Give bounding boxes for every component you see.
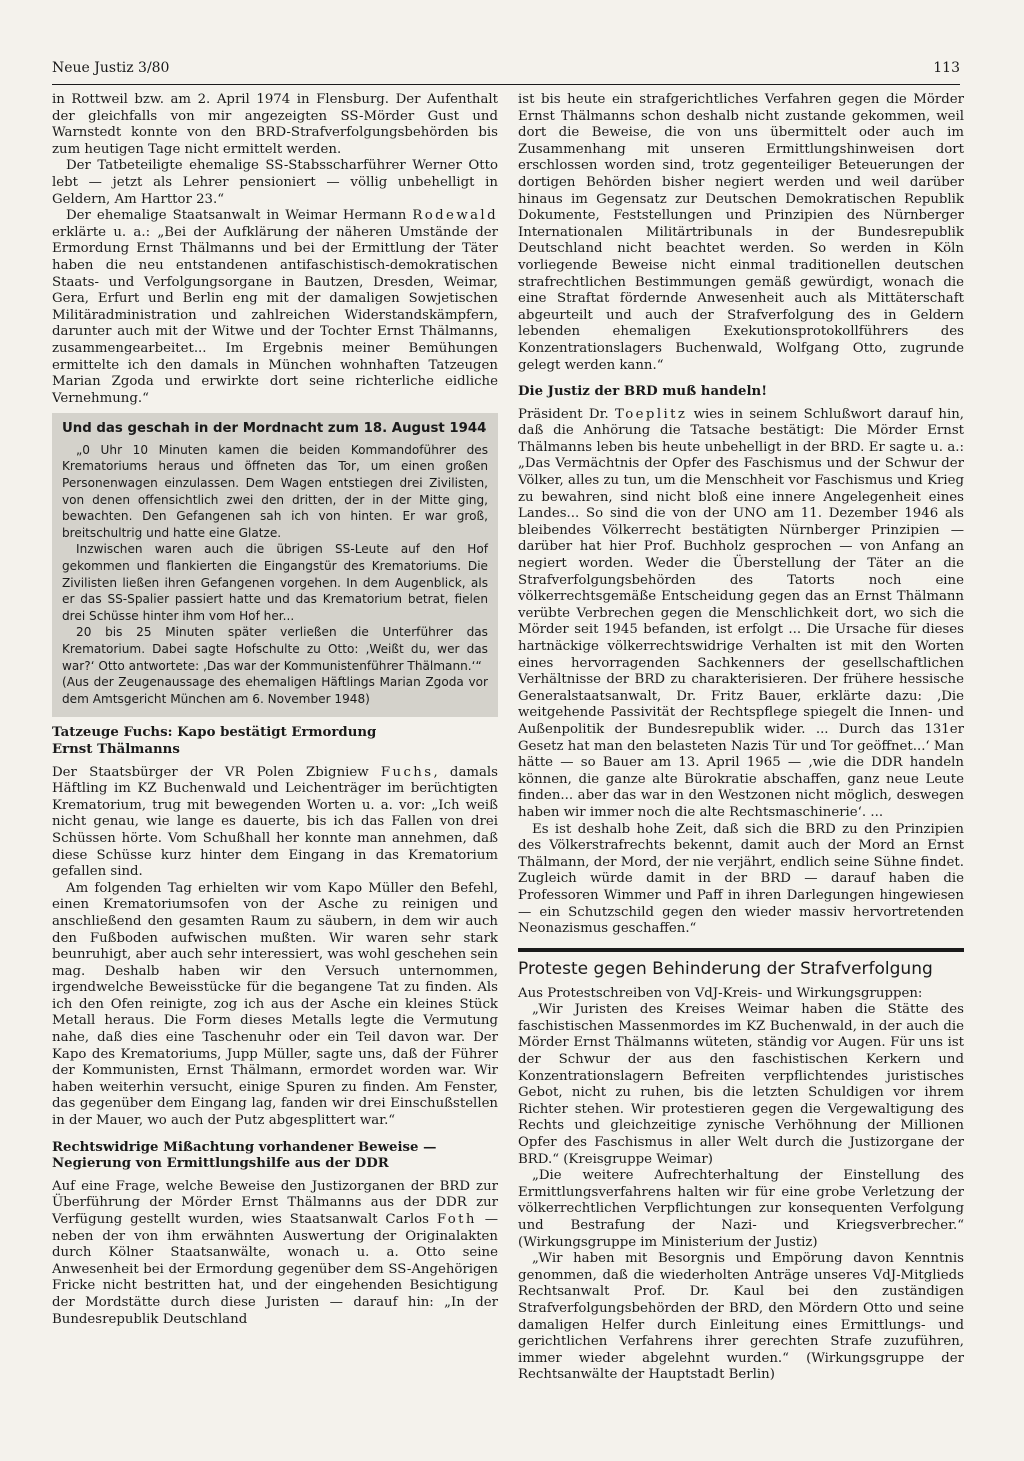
paragraph: ist bis heute ein strafgerichtliches Verfahren gegen die Mörder Ernst Thälmanns schon deshalb nicht zustande gekommen, weil dort die Beweise, die von uns übermittelt oder auch im Zusammenhang mit unseren Ermittlungshinweisen dort erschlossen worden sind, trotz gegenteiliger Beteuerungen der dortigen Behörden bisher negiert werden und weil darüber hinaus im Gegensatz zur Deutschen Demokratischen Republik Dokumente, Feststellungen und Prinzipien des Nürnberger Internationalen Militärtribunals in der Bundesrepublik Deutschland nicht beachtet werden. So werden in Köln vorliegende Beweise nicht einmal traditionellen deutschen strafrechtlichen Bestimmungen gemäß gewürdigt, wonach die eine Straftat fördernde Anwesenheit auch als Mittäterschaft abgeurteilt und auch der Strafverfolgung des in Geldern lebenden ehemaligen Exekutionsprotokollführers des Konzentrationslagers Buchenwald, Wolfgang Otto, zugrunde gelegt werden kann.“ [518, 92, 964, 373]
box-source: (Aus der Zeugenaussage des ehemaligen Häftlings Marian Zgoda vor dem Amtsgericht München am 6. November 1948) [62, 675, 488, 706]
page-number: 113 [933, 60, 960, 76]
box-paragraph: Inzwischen waren auch die übrigen SS-Leute auf den Hof gekommen und flankierten die Eingangstür des Krematoriums. Die Zivilisten ließen ihren Gefangenen vorgehen. In dem Augenblick, als er das SS-Spalier passiert hatte und das Krematorium betrat, fielen drei Schüsse hinter ihm vom Hof her... [62, 542, 488, 623]
paragraph: „Wir Juristen des Kreises Weimar haben die Stätte des faschistischen Massenmordes im KZ Buchenwald, in der auch die Mörder Ernst Thälmanns wüteten, ständig vor Augen. Für uns ist der Schwur der aus den faschistischen Kerkern und Konzentrationslagern Befreiten verpflichtendes juristisches Gebot, nicht zu ruhen, bis die letzten Schuldigen vor ihrem Richter stehen. Wir protestieren gegen die Vergewaltigung des Rechts und gleichzeitige zynische Verhöhnung der Millionen Opfer des Faschismus in aller Welt durch die Justizorgane der BRD.“ (Kreisgruppe Weimar) [518, 1002, 964, 1167]
subheading: Rechtswidrige Mißachtung vorhandener Beweise — Negierung von Ermittlungshilfe aus der DDR [52, 1139, 437, 1172]
paragraph: „Die weitere Aufrechterhaltung der Einstellung des Ermittlungsverfahrens halten wir für eine grobe Verletzung der völkerrechtlichen Verpflichtungen zur konsequenten Verfolgung und Bestrafung der Nazi- und Kriegsverbrecher.“ (Wirkungsgruppe im Ministerium der Justiz) [518, 1168, 964, 1250]
paragraph: Am folgenden Tag erhielten wir vom Kapo Müller den Befehl, einen Krematoriumsofen von der Asche zu reinigen und anschließend den gesamten Raum zu säubern, in dem wir auch den Fußboden aufwischen mußten. Wir waren sehr stark beunruhigt, aber auch sehr interessiert, was wohl geschehen sein mag. Deshalb haben wir den Versuch unternommen, irgendwelche Beweisstücke für die begangene Tat zu finden. Als ich den Ofen reinigte, zog ich aus der Asche ein kleines Stück Metall heraus. Die Form dieses Metalls legte die Vermutung nahe, daß dies eine Taschenuhr oder ein Teil davon war. Der Kapo des Krematoriums, Jupp Müller, sagte uns, daß der Führer der Kommunisten, Ernst Thälmann, ermordet worden war. Wir haben weiterhin versucht, einige Spuren zu finden. Am Fenster, das gegenüber dem Eingang lag, fanden wir drei Einschußstellen in der Mauer, wo auch der Putz abgesplittert war.“ [52, 880, 498, 1129]
paragraph: in Rottweil bzw. am 2. April 1974 in Flensburg. Der Aufenthalt der gleichfalls von mir angezeigten SS-Mörder Gust und Warnstedt konnte von den BRD-Strafverfolgungsbehörden bis zum heutigen Tage nicht ermittelt werden. [52, 92, 498, 157]
paragraph: Auf eine Frage, welche Beweise den Justizorganen der BRD zur Überführung der Mörder Ernst Thälmanns aus der DDR zur Verfügung gestellt wurden, wies Staatsanwalt Carlos Foth — neben der von ihm erwähnten Auswertung der Originalakten durch Kölner Staatsanwälte, wonach u. a. Otto seine Anwesenheit bei der Ermordung gegenüber dem SS-Angehörigen Fricke nicht bestritten hat, und der eingehenden Besichtigung der Mordstätte durch diese Juristen — darauf hin: „In der Bundesrepublik Deutschland [52, 1178, 498, 1327]
right-column [518, 92, 964, 1384]
paragraph: Präsident Dr. Toeplitz wies in seinem Schlußwort darauf hin, daß die Anhörung die Tatsache bestätigt: Die Mörder Ernst Thälmanns leben bis heute unbehelligt in der BRD. Er sagte u. a.: „Das Vermächtnis der Opfer des Faschismus und der Schwur der Völker, alles zu tun, um die Menschheit vor Faschismus und Krieg zu bewahren, sind nicht bloß eine innere Angelegenheit eines Landes... So sind die von der UNO am 11. Dezember 1946 als bleibendes Völkerrecht bestätigten Nürnberger Prinzipien — darüber hat hier Prof. Buchholz gesprochen — von Anfang an negiert worden. Weder die Überstellung der Täter an die Strafverfolgungsbehörden des Tatorts noch eine völkerrechtsgemäße Entscheidung gegen das an Ernst Thälmann verübte Verbrechen gegen die Menschlichkeit dort, wo sich die Mörder seit 1945 befanden, ist erfolgt ... Die Ursache für dieses hartnäckige völkerrechtswidrige Verhalten ist mit den Worten eines hervorragenden Sachkenners der gesellschaftlichen Verhältnisse der BRD zu charakterisieren. Der frühere hessische Generalstaatsanwalt, Dr. Fritz Bauer, erklärte dazu: ‚Die weitgehende Passivität der Rechtspflege spiegelt die Innen- und Außenpolitik der Bundesrepublik wider. ... Durch das 131er Gesetz hat man den belasteten Nazis Tür und Tor geöffnet...‘ Man hätte — so Bauer am 13. April 1965 — ‚wie die DDR handeln können, die ganze alte Bürokratie abschaffen, ganz neue Leute finden... aber das war in den Westzonen nicht möglich, deswegen haben wir immer noch die alte Rechtsmaschinerie‘. ... [518, 406, 964, 820]
box-title: Und das geschah in der Mordnacht zum 18. August 1944 [62, 421, 487, 437]
paragraph: Aus Protestschreiben von VdJ-Kreis- und Wirkungsgruppen: [518, 985, 923, 1001]
subheading: Tatzeuge Fuchs: Kapo bestätigt Ermordung Ernst Thälmanns [52, 725, 377, 757]
page-header [52, 58, 960, 85]
paragraph: Es ist deshalb hohe Zeit, daß sich die BRD zu den Prinzipien des Völkerstrafrechts bekennt, damit auch der Mord an Ernst Thälmann, der Mord, der nie verjährt, endlich seine Sühne findet. Zugleich würde damit in der BRD — darauf haben die Professoren Wimmer und Paff in ihren Darlegungen hingewiesen — ein Schutzschild gegen den wieder massiv hervortretenden Neonazismus geschaffen.“ [518, 821, 964, 937]
journal-title: Neue Justiz 3/80 [52, 60, 170, 76]
section-rule [518, 948, 964, 952]
box-paragraph: 20 bis 25 Minuten später verließen die Unterführer das Krematorium. Dabei sagte Hofschulte zu Otto: ‚Weißt du, wer das war?‘ Otto antwortete: ‚Das war der Kommunistenführer Thälmann.‘“ [62, 625, 488, 673]
paragraph: Der ehemalige Staatsanwalt in Weimar Hermann Rodewald erklärte u. a.: „Bei der Aufklärung der näheren Umstände der Ermordung Ernst Thälmanns und bei der Ermittlung der Täter haben die neu entstandenen antifaschistisch-demokratischen Staats- und Verfolgungsorgane in Bautzen, Dresden, Weimar, Gera, Erfurt und Berlin eng mit der damaligen Sowjetischen Militäradministration und zahlreichen Widerstandskämpfern, darunter auch mit der Witwe und der Tochter Ernst Thälmanns, zusammengearbeitet... Im Ergebnis meiner Bemühungen ermittelte ich den damals in München wohnhaften Tatzeugen Marian Zgoda und erwirkte dort seine richterliche eidliche Vernehmung.“ [52, 208, 498, 406]
section-title: Proteste gegen Behinderung der Strafverfolgung [518, 958, 933, 979]
paragraph: Der Staatsbürger der VR Polen Zbigniew Fuchs, damals Häftling im KZ Buchenwald und Leichenträger im berüchtigten Krematorium, trug mit bewegenden Worten u. a. vor: „Ich weiß nicht genau, wie lange es dauerte, bis ich das Fallen von drei Schüssen hörte. Vom Schußhall her konnte man annehmen, daß diese Schüsse kurz hinter dem Eingang in das Krematorium gefallen sind. [52, 764, 498, 880]
quote-box [52, 413, 498, 717]
spaced-name: Foth [436, 1212, 477, 1227]
paragraph: Der Tatbeteiligte ehemalige SS-Stabsscharführer Werner Otto lebt — jetzt als Lehrer pensioniert — völlig unbehelligt in Geldern, Am Harttor 23.“ [52, 158, 498, 207]
page [52, 58, 964, 1438]
left-column [52, 92, 498, 1328]
subheading: Die Justiz der BRD muß handeln! [518, 384, 768, 400]
paragraph: „Wir haben mit Besorgnis und Empörung davon Kenntnis genommen, daß die wiederholten Anträge unseres VdJ-Mitglieds Rechtsanwalt Prof. Dr. Kaul bei den zuständigen Strafverfolgungsbehörden der BRD, den Mördern Otto und seine damaligen Helfer durch Einleitung eines Ermittlungs- und gerichtlichen Verfahrens ihrer gerechten Strafe zuzuführen, immer wieder abgelehnt wurden.“ (Wirkungsgruppe der Rechtsanwälte der Hauptstadt Berlin) [518, 1251, 964, 1383]
spaced-name: Rodewald [412, 208, 498, 224]
spaced-name: Fuchs [380, 764, 434, 780]
box-paragraph: „0 Uhr 10 Minuten kamen die beiden Kommandoführer des Krematoriums heraus und öffneten das Tor, um einen großen Personenwagen einzulassen. Dem Wagen entstiegen drei Zivilisten, von denen offensichtlich zwei den dritten, der in der Mitte ging, bewachten. Den Gefangenen sah ich von hinten. Er war groß, breitschultrig und hatte eine Glatze. [62, 442, 488, 540]
spaced-name: Toeplitz [615, 406, 688, 422]
